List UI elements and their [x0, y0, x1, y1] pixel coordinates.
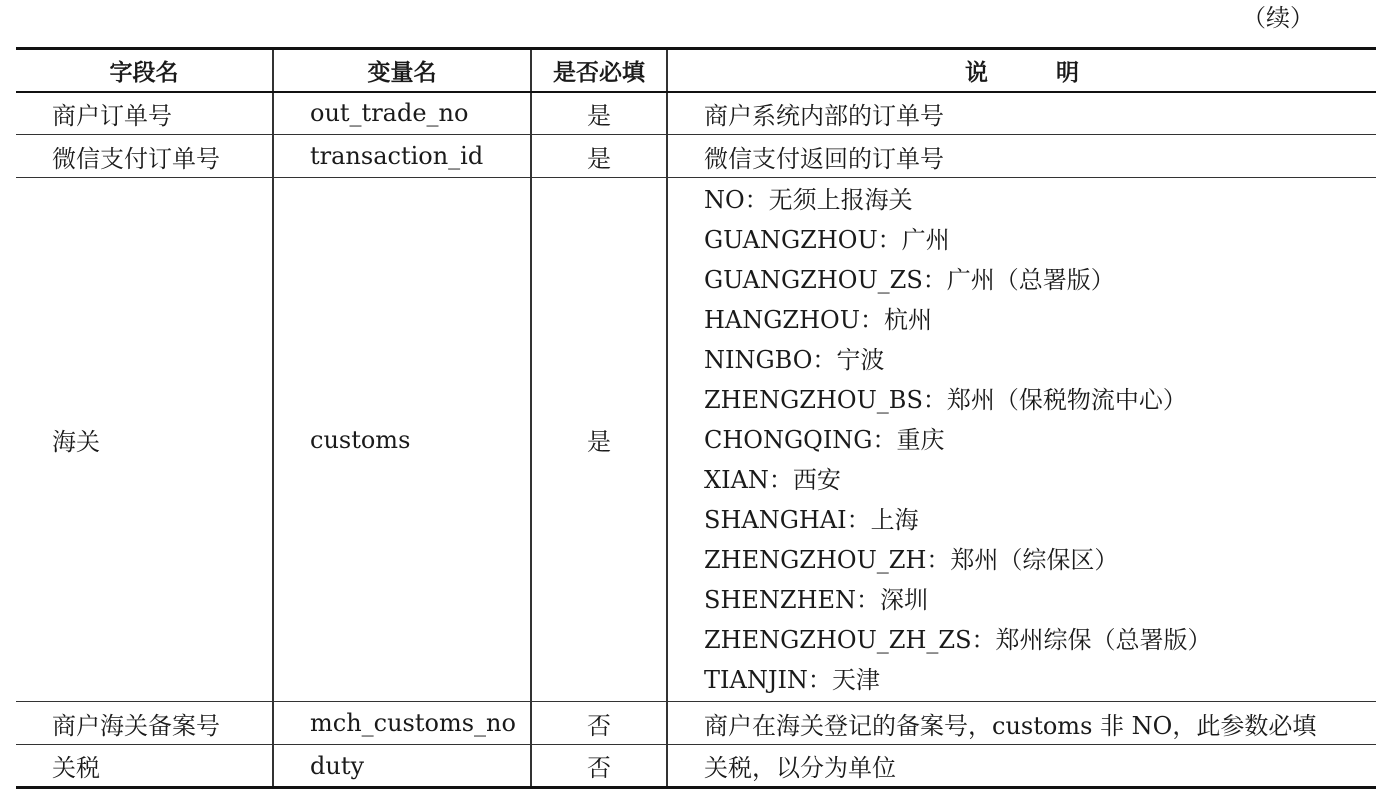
continued-label: （续） — [1242, 4, 1314, 32]
cell-variable-name: out_trade_no — [273, 92, 531, 135]
cell-variable-name: customs — [273, 178, 531, 702]
header-description-right: 明 — [1056, 59, 1079, 86]
customs-option: SHENZHEN：深圳 — [704, 585, 929, 614]
parameter-table — [16, 47, 1376, 789]
cell-required: 否 — [531, 702, 667, 745]
cell-description: 微信支付返回的订单号 — [667, 135, 1376, 178]
table-row — [16, 745, 1376, 788]
header-description-left: 说 — [965, 59, 988, 86]
customs-option: ZHENGZHOU_BS：郑州（保税物流中心） — [704, 385, 1187, 414]
customs-option: GUANGZHOU：广州 — [704, 225, 950, 254]
cell-field-name: 关税 — [16, 745, 273, 788]
customs-option: NO：无须上报海关 — [704, 185, 913, 214]
customs-option: TIANJIN：天津 — [704, 665, 880, 694]
cell-variable-name: transaction_id — [273, 135, 531, 178]
cell-required: 是 — [531, 178, 667, 702]
cell-field-name: 微信支付订单号 — [16, 135, 273, 178]
header-field-name: 字段名 — [16, 49, 273, 92]
cell-variable-name: duty — [273, 745, 531, 788]
customs-option: ZHENGZHOU_ZH：郑州（综保区） — [704, 545, 1119, 574]
table-row — [16, 135, 1376, 178]
cell-description: 商户在海关登记的备案号，customs 非 NO，此参数必填 — [667, 702, 1376, 745]
customs-options-list — [704, 180, 1376, 700]
customs-option: SHANGHAI：上海 — [704, 505, 919, 534]
customs-option: HANGZHOU：杭州 — [704, 305, 932, 334]
cell-description: 关税，以分为单位 — [667, 745, 1376, 788]
table-row-customs — [16, 178, 1376, 702]
customs-option: ZHENGZHOU_ZH_ZS：郑州综保（总署版） — [704, 625, 1212, 654]
cell-field-name: 商户海关备案号 — [16, 702, 273, 745]
table-row — [16, 702, 1376, 745]
table-row — [16, 92, 1376, 135]
customs-option: GUANGZHOU_ZS：广州（总署版） — [704, 265, 1115, 294]
cell-description-customs-list — [667, 178, 1376, 702]
cell-field-name: 海关 — [16, 178, 273, 702]
customs-option: CHONGQING：重庆 — [704, 425, 945, 454]
cell-field-name: 商户订单号 — [16, 92, 273, 135]
header-required: 是否必填 — [531, 49, 667, 92]
cell-required: 是 — [531, 92, 667, 135]
table-header-row — [16, 49, 1376, 92]
customs-option: XIAN：西安 — [704, 465, 841, 494]
cell-variable-name: mch_customs_no — [273, 702, 531, 745]
cell-required: 是 — [531, 135, 667, 178]
cell-description: 商户系统内部的订单号 — [667, 92, 1376, 135]
customs-option: NINGBO：宁波 — [704, 345, 885, 374]
cell-required: 否 — [531, 745, 667, 788]
header-description — [667, 49, 1376, 92]
header-variable-name: 变量名 — [273, 49, 531, 92]
